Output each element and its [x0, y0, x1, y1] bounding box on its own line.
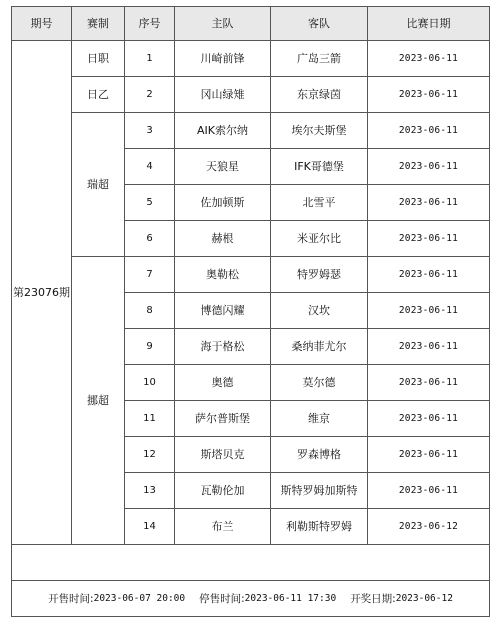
match-seq: 6: [125, 221, 175, 257]
header-date: 比赛日期: [368, 7, 490, 41]
match-seq: 12: [125, 437, 175, 473]
away-team: 维京: [271, 401, 368, 437]
match-seq: 13: [125, 473, 175, 509]
match-seq: 10: [125, 365, 175, 401]
away-team: 莫尔德: [271, 365, 368, 401]
sale-info-cell: [12, 581, 490, 617]
home-team: AIK索尔纳: [175, 113, 271, 149]
match-seq: 1: [125, 41, 175, 77]
table-header-row: [12, 7, 490, 41]
table-row: [12, 257, 490, 293]
away-team: 埃尔夫斯堡: [271, 113, 368, 149]
home-team: 赫根: [175, 221, 271, 257]
match-seq: 8: [125, 293, 175, 329]
match-date: 2023-06-11: [368, 113, 490, 149]
sale-stop-label: 停售时间:: [199, 592, 245, 605]
league-eliteserien: 挪超: [72, 257, 125, 545]
sale-start-value: 2023-06-07 20:00: [93, 592, 186, 604]
draw-date-value: 2023-06-12: [395, 592, 453, 604]
home-team: 海于格松: [175, 329, 271, 365]
home-team: 斯塔贝克: [175, 437, 271, 473]
away-team: 广岛三箭: [271, 41, 368, 77]
league-j2: 日乙: [72, 77, 125, 113]
match-seq: 4: [125, 149, 175, 185]
match-date: 2023-06-11: [368, 329, 490, 365]
match-date: 2023-06-11: [368, 437, 490, 473]
header-away: 客队: [271, 7, 368, 41]
sale-start-label: 开售时间:: [48, 592, 94, 605]
home-team: 川崎前锋: [175, 41, 271, 77]
issue-number: 第23076期: [12, 41, 72, 545]
home-team: 博德闪耀: [175, 293, 271, 329]
match-seq: 14: [125, 509, 175, 545]
draw-date-label: 开奖日期:: [350, 592, 396, 605]
away-team: 利勒斯特罗姆: [271, 509, 368, 545]
match-seq: 11: [125, 401, 175, 437]
away-team: 东京绿茵: [271, 77, 368, 113]
match-date: 2023-06-11: [368, 257, 490, 293]
match-date: 2023-06-11: [368, 221, 490, 257]
home-team: 奥德: [175, 365, 271, 401]
match-date: 2023-06-11: [368, 149, 490, 185]
away-team: 特罗姆瑟: [271, 257, 368, 293]
table-row: [12, 41, 490, 77]
match-date: 2023-06-11: [368, 401, 490, 437]
home-team: 天狼星: [175, 149, 271, 185]
away-team: 斯特罗姆加斯特: [271, 473, 368, 509]
match-seq: 5: [125, 185, 175, 221]
header-seq: 序号: [125, 7, 175, 41]
blank-row: [12, 545, 490, 581]
league-allsvenskan: 瑞超: [72, 113, 125, 257]
match-schedule-table: [11, 6, 490, 617]
match-seq: 7: [125, 257, 175, 293]
table-row: [12, 113, 490, 149]
home-team: 布兰: [175, 509, 271, 545]
header-issue: 期号: [12, 7, 72, 41]
away-team: 北雪平: [271, 185, 368, 221]
match-date: 2023-06-11: [368, 185, 490, 221]
match-date: 2023-06-11: [368, 365, 490, 401]
home-team: 冈山绿雉: [175, 77, 271, 113]
away-team: 桑纳菲尤尔: [271, 329, 368, 365]
header-league: 赛制: [72, 7, 125, 41]
sale-stop-value: 2023-06-11 17:30: [244, 592, 337, 604]
match-date: 2023-06-11: [368, 77, 490, 113]
match-seq: 2: [125, 77, 175, 113]
away-team: 罗森博格: [271, 437, 368, 473]
match-seq: 3: [125, 113, 175, 149]
home-team: 佐加顿斯: [175, 185, 271, 221]
home-team: 萨尔普斯堡: [175, 401, 271, 437]
footer-row: [12, 581, 490, 617]
match-date: 2023-06-11: [368, 473, 490, 509]
match-date: 2023-06-11: [368, 41, 490, 77]
table-row: [12, 77, 490, 113]
header-home: 主队: [175, 7, 271, 41]
away-team: 米亚尔比: [271, 221, 368, 257]
home-team: 瓦勒伦加: [175, 473, 271, 509]
away-team: 汉坎: [271, 293, 368, 329]
match-date: 2023-06-11: [368, 293, 490, 329]
away-team: IFK哥德堡: [271, 149, 368, 185]
blank-cell: [12, 545, 490, 581]
league-jleague: 日职: [72, 41, 125, 77]
sale-info-line: [12, 593, 489, 605]
match-date: 2023-06-12: [368, 509, 490, 545]
match-seq: 9: [125, 329, 175, 365]
home-team: 奥勒松: [175, 257, 271, 293]
